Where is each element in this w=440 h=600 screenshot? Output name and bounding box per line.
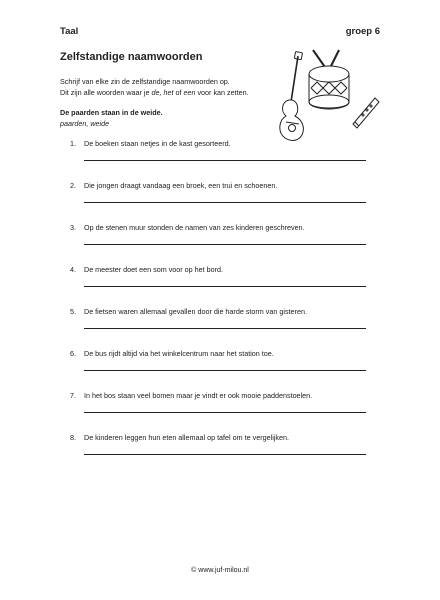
instruction-text: voor kan zetten. (195, 88, 249, 97)
question-text: Die jongen draagt vandaag een broek, een trui en schoenen. (84, 181, 278, 190)
answer-line[interactable] (84, 412, 366, 413)
example-block (60, 107, 163, 129)
question-text: Op de stenen muur stonden de namen van zes kinderen geschreven. (84, 223, 305, 232)
subject-label: Taal (60, 26, 79, 37)
question-text: De boeken staan netjes in de kast gesorteerd. (84, 139, 231, 148)
question-number: 4. (70, 265, 76, 274)
recorder-icon (353, 98, 379, 128)
instruction-line-1: Schrijf van elke zin de zelfstandige naamwoorden op. (60, 77, 230, 86)
question-number: 6. (70, 349, 76, 358)
example-answer: paarden, weide (60, 119, 110, 128)
question-number: 1. (70, 139, 76, 148)
answer-line[interactable] (84, 370, 366, 371)
example-sentence: De paarden staan in de weide. (60, 108, 163, 117)
instruction-text: Dit zijn alle woorden waar je (60, 88, 152, 97)
drum-icon (309, 50, 349, 109)
guitar-icon (280, 52, 304, 141)
question-text: De fietsen waren allemaal gevallen door die harde storm van gisteren. (84, 307, 307, 316)
question-text: In het bos staan veel bomen maar je vindt er ook mooie paddenstoelen. (84, 391, 313, 400)
question-number: 2. (70, 181, 76, 190)
answer-line[interactable] (84, 244, 366, 245)
instruction-line-2 (60, 87, 249, 98)
question-text: De bus rijdt altijd via het winkelcentrum naar het station toe. (84, 349, 274, 358)
question-text: De meester doet een som voor op het bord. (84, 265, 224, 274)
group-label: groep 6 (345, 26, 380, 37)
question-number: 5. (70, 307, 76, 316)
music-instruments-illustration (265, 44, 385, 144)
instructions (60, 76, 249, 98)
worksheet-title: Zelfstandige naamwoorden (60, 51, 203, 63)
question-number: 8. (70, 433, 76, 442)
instruction-article-een: een (183, 88, 196, 97)
answer-line[interactable] (84, 160, 366, 161)
instruction-articles: de, het (151, 88, 174, 97)
question-number: 3. (70, 223, 76, 232)
question-number: 7. (70, 391, 76, 400)
answer-line[interactable] (84, 286, 366, 287)
answer-line[interactable] (84, 202, 366, 203)
instruction-text: of (173, 88, 184, 97)
answer-line[interactable] (84, 454, 366, 455)
copyright-footer: © www.juf-milou.nl (191, 567, 249, 574)
question-text: De kinderen leggen hun eten allemaal op tafel om te vergelijken. (84, 433, 289, 442)
answer-line[interactable] (84, 328, 366, 329)
